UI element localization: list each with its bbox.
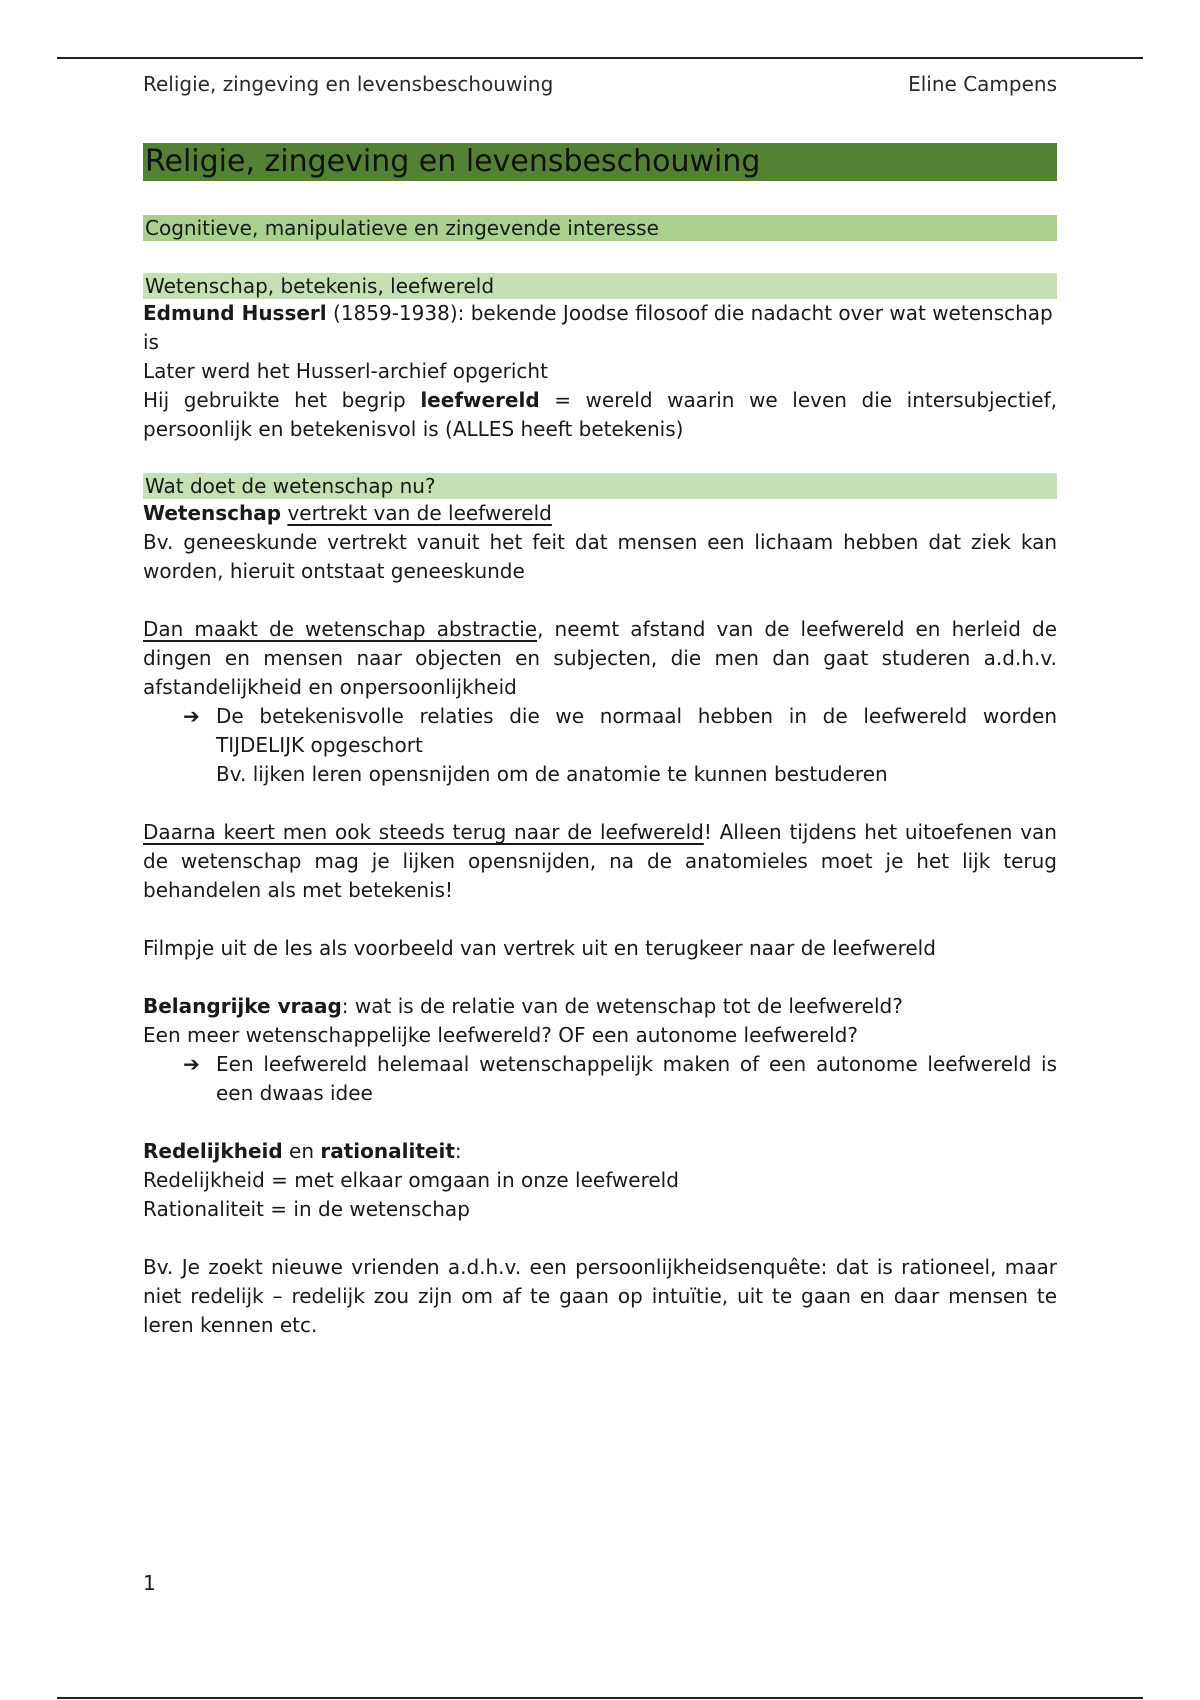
heading-2: Cognitieve, manipulatieve en zingevende interesse [143, 215, 1057, 241]
top-rule [57, 57, 1143, 59]
bottom-rule [57, 1697, 1143, 1699]
paragraph-terugkeer: Daarna keert men ook steeds terug naar de leefwereld! Alleen tijdens het uitoefenen van de wetenschap mag je lijken opensnijden, na de anatomieles moet je het lijk terug behandelen als met betekenis! [143, 820, 1057, 902]
paragraph-example-vrienden: Bv. Je zoekt nieuwe vrienden a.d.h.v. een persoonlijkheidsenquête: dat is rationeel, maar niet redelijk – redelijk zou zijn om af te gaan op intuïtie, uit te gaan en daar mensen te leren kennen etc. [143, 1255, 1057, 1337]
header-title: Religie, zingeving en levensbeschouwing [143, 72, 554, 96]
paragraph-vraag-2: Een meer wetenschappelijke leefwereld? OF een autonome leefwereld? [143, 1023, 858, 1047]
arrow-bullet-1: ➔ De betekenisvolle relaties die we normaal hebben in de leefwereld worden TIJDELIJK opgeschort Bv. lijken leren opensnijden om de anatomie te kunnen bestuderen [183, 704, 1057, 786]
paragraph-filmpje: Filmpje uit de les als voorbeeld van vertrek uit en terugkeer naar de leefwereld [143, 936, 936, 960]
paragraph-archive: Later werd het Husserl-archief opgericht [143, 359, 548, 383]
paragraph-geneeskunde: Bv. geneeskunde vertrekt vanuit het feit dat mensen een lichaam hebben dat ziek kan worden, hieruit ontstaat geneeskunde [143, 530, 1057, 583]
paragraph-husserl: Edmund Husserl (1859-1938): bekende Joodse filosoof die nadacht over wat wetenschap is [143, 301, 1053, 354]
paragraph-wetenschap: Wetenschap vertrekt van de leefwereld [143, 501, 552, 525]
bold-name: Edmund Husserl [143, 301, 327, 325]
paragraph-leefwereld: Hij gebruikte het begrip leefwereld = wereld waarin we leven die intersubjectief, persoonlijk en betekenisvol is (ALLES heeft betekenis) [143, 388, 1058, 441]
heading-3-leefwereld: Wetenschap, betekenis, leefwereld [143, 273, 1057, 299]
paragraph-rationaliteit: Rationaliteit = in de wetenschap [143, 1197, 470, 1221]
heading-1: Religie, zingeving en levensbeschouwing [143, 143, 1057, 181]
document-body [143, 143, 1057, 1340]
paragraph-redelijkheid: Redelijkheid = met elkaar omgaan in onze leefwereld [143, 1168, 679, 1192]
heading-3-wetenschap: Wat doet de wetenschap nu? [143, 473, 1057, 499]
page-header [143, 70, 1057, 98]
arrow-icon: ➔ [183, 704, 200, 728]
paragraph-abstractie: Dan maakt de wetenschap abstractie, neemt afstand van de leefwereld en herleid de dingen en mensen naar objecten en subjecten, die men dan gaat studeren a.d.h.v. afstandelijkheid en onpersoonlijkheid [143, 617, 1057, 699]
header-author: Eline Campens [908, 72, 1057, 96]
paragraph-vraag: Belangrijke vraag: wat is de relatie van de wetenschap tot de leefwereld? [143, 994, 903, 1018]
arrow-icon: ➔ [183, 1052, 200, 1076]
page-number: 1 [143, 1571, 156, 1595]
paragraph-redelijkheid-heading: Redelijkheid en rationaliteit: [143, 1139, 462, 1163]
arrow-bullet-2: ➔ Een leefwereld helemaal wetenschappelijk maken of een autonome leefwereld is een dwaas idee [183, 1052, 1057, 1105]
